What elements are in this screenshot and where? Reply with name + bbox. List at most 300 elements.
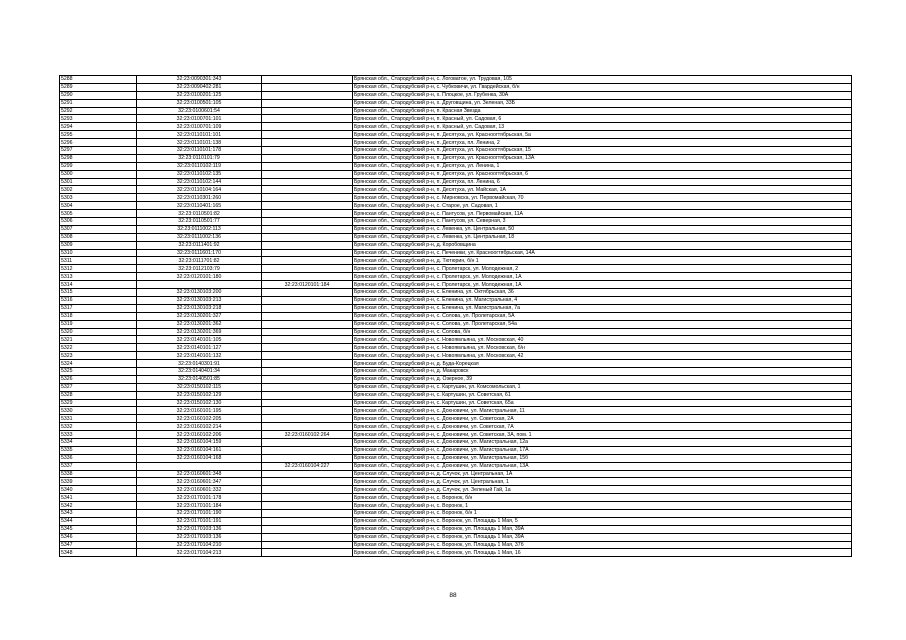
cadastral-number-cell: 32:23:0160601:347 bbox=[137, 478, 262, 486]
cadastral-number-cell: 32:23:0111002:113 bbox=[137, 225, 262, 233]
address-cell: Брянская обл., Стародубский р-н, д. Коробовщина bbox=[353, 241, 852, 249]
secondary-cadastral-number-cell bbox=[262, 202, 353, 210]
address-cell: Брянская обл., Стародубский р-н, х. Друговщина, ул. Зеленая, 33Б bbox=[353, 99, 852, 107]
table-row bbox=[60, 446, 852, 454]
cadastral-number-cell: 32:23:0160102:205 bbox=[137, 415, 262, 423]
table-row bbox=[60, 154, 852, 162]
secondary-cadastral-number-cell bbox=[262, 383, 353, 391]
row-number-cell: 5318 bbox=[60, 312, 137, 320]
address-cell: Брянская обл., Стародубский р-н, д. Случок, ул. Центральная, 1А bbox=[353, 470, 852, 478]
table-row bbox=[60, 194, 852, 202]
table-row bbox=[60, 210, 852, 218]
row-number-cell: 5313 bbox=[60, 273, 137, 281]
row-number-cell: 5345 bbox=[60, 525, 137, 533]
address-cell: Брянская обл., Стародубский р-н, п. Десятуха, пл. Ленина, 2 bbox=[353, 139, 852, 147]
cadastral-number-cell: 32:23:0170101:178 bbox=[137, 494, 262, 502]
row-number-cell: 5301 bbox=[60, 178, 137, 186]
table-row bbox=[60, 107, 852, 115]
secondary-cadastral-number-cell bbox=[262, 549, 353, 557]
cadastral-number-cell: 32:23:0160601:348 bbox=[137, 470, 262, 478]
row-number-cell: 5305 bbox=[60, 210, 137, 218]
table-row bbox=[60, 415, 852, 423]
secondary-cadastral-number-cell bbox=[262, 123, 353, 131]
secondary-cadastral-number-cell bbox=[262, 233, 353, 241]
table-row bbox=[60, 541, 852, 549]
row-number-cell: 5308 bbox=[60, 233, 137, 241]
secondary-cadastral-number-cell bbox=[262, 289, 353, 297]
cadastral-number-cell bbox=[137, 281, 262, 289]
address-cell: Брянская обл., Стародубский р-н, с. Воронок, ул. Площадь 1 Мая, 39А bbox=[353, 525, 852, 533]
cadastral-number-cell: 32:23:0110102:144 bbox=[137, 178, 262, 186]
address-cell: Брянская обл., Стародубский р-н, п. Красный, ул. Садовая, 13 bbox=[353, 123, 852, 131]
cadastral-number-cell: 32:23:0140501:85 bbox=[137, 375, 262, 383]
address-cell: Брянская обл., Стародубский р-н, с. Новоямльяна, ул. Московская, 40 bbox=[353, 336, 852, 344]
table-row bbox=[60, 249, 852, 257]
table-row bbox=[60, 312, 852, 320]
secondary-cadastral-number-cell bbox=[262, 178, 353, 186]
row-number-cell: 5332 bbox=[60, 423, 137, 431]
cadastral-number-cell: 32:23:0110401:165 bbox=[137, 202, 262, 210]
cadastral-number-cell: 32:23:0110301:260 bbox=[137, 194, 262, 202]
table-row bbox=[60, 509, 852, 517]
secondary-cadastral-number-cell bbox=[262, 139, 353, 147]
address-cell: Брянская обл., Стародубский р-н, с. Левенка, ул. Центральная, 18 bbox=[353, 233, 852, 241]
secondary-cadastral-number-cell bbox=[262, 76, 353, 84]
secondary-cadastral-number-cell bbox=[262, 502, 353, 510]
address-cell: Брянская обл., Стародубский р-н, д. Озерное, 39 bbox=[353, 375, 852, 383]
row-number-cell: 5295 bbox=[60, 131, 137, 139]
table-row bbox=[60, 139, 852, 147]
cadastral-number-cell: 32:23:0150102:130 bbox=[137, 399, 262, 407]
cadastral-number-cell: 32:23:0100501:105 bbox=[137, 99, 262, 107]
cadastral-number-cell: 32:23:0111701:82 bbox=[137, 257, 262, 265]
table-row bbox=[60, 352, 852, 360]
cadastral-number-cell: 32:23:0120101:180 bbox=[137, 273, 262, 281]
secondary-cadastral-number-cell bbox=[262, 257, 353, 265]
row-number-cell: 5329 bbox=[60, 399, 137, 407]
secondary-cadastral-number-cell bbox=[262, 131, 353, 139]
row-number-cell: 5311 bbox=[60, 257, 137, 265]
cadastral-number-cell: 32:23:0110102:119 bbox=[137, 162, 262, 170]
row-number-cell: 5338 bbox=[60, 470, 137, 478]
row-number-cell: 5314 bbox=[60, 281, 137, 289]
table-row bbox=[60, 367, 852, 375]
cadastral-number-cell: 32:23:0160104:159 bbox=[137, 438, 262, 446]
table-row bbox=[60, 407, 852, 415]
row-number-cell: 5315 bbox=[60, 289, 137, 297]
secondary-cadastral-number-cell bbox=[262, 344, 353, 352]
row-number-cell: 5324 bbox=[60, 360, 137, 368]
cadastral-number-cell: 32:23:0170103:136 bbox=[137, 525, 262, 533]
table-row bbox=[60, 265, 852, 273]
address-cell: Брянская обл., Стародубский р-н, с. Чубковичи, ул. Гвардейская, б/н bbox=[353, 83, 852, 91]
secondary-cadastral-number-cell bbox=[262, 509, 353, 517]
table-row bbox=[60, 131, 852, 139]
address-cell: Брянская обл., Стародубский р-н, с. Еленина, ул. Магистральная, 4 bbox=[353, 296, 852, 304]
table-row bbox=[60, 225, 852, 233]
secondary-cadastral-number-cell bbox=[262, 360, 353, 368]
cadastral-number-cell: 32:23:0100601:54 bbox=[137, 107, 262, 115]
address-cell: Брянская обл., Стародубский р-н, с. Воронок, 1 bbox=[353, 502, 852, 510]
cadastral-number-cell: 32:23:0150102:129 bbox=[137, 391, 262, 399]
row-number-cell: 5307 bbox=[60, 225, 137, 233]
secondary-cadastral-number-cell bbox=[262, 296, 353, 304]
table-row bbox=[60, 391, 852, 399]
address-cell: Брянская обл., Стародубский р-н, с. Солова, ул. Пролетарская, 54а bbox=[353, 320, 852, 328]
row-number-cell: 5306 bbox=[60, 218, 137, 226]
secondary-cadastral-number-cell bbox=[262, 336, 353, 344]
table-row bbox=[60, 383, 852, 391]
cadastral-number-cell: 32:23:0140301:91 bbox=[137, 360, 262, 368]
table-row bbox=[60, 281, 852, 289]
address-cell: Брянская обл., Стародубский р-н, д. Макаровск bbox=[353, 367, 852, 375]
row-number-cell: 5290 bbox=[60, 91, 137, 99]
secondary-cadastral-number-cell bbox=[262, 367, 353, 375]
table-row bbox=[60, 320, 852, 328]
secondary-cadastral-number-cell bbox=[262, 147, 353, 155]
address-cell: Брянская обл., Стародубский р-н, с. Воронок, ул. Площадь 1 Мая, 37б bbox=[353, 541, 852, 549]
row-number-cell: 5303 bbox=[60, 194, 137, 202]
row-number-cell: 5288 bbox=[60, 76, 137, 84]
cadastral-number-cell: 32:23:0170101:190 bbox=[137, 509, 262, 517]
row-number-cell: 5333 bbox=[60, 431, 137, 439]
table-row bbox=[60, 162, 852, 170]
cadastral-number-cell: 32:23:0130103:213 bbox=[137, 296, 262, 304]
secondary-cadastral-number-cell bbox=[262, 249, 353, 257]
row-number-cell: 5325 bbox=[60, 367, 137, 375]
secondary-cadastral-number-cell bbox=[262, 170, 353, 178]
secondary-cadastral-number-cell bbox=[262, 525, 353, 533]
address-cell: Брянская обл., Стародубский р-н, с. Картушин, ул. Советская, 65а bbox=[353, 399, 852, 407]
cadastral-number-cell: 32:23:0110101:101 bbox=[137, 131, 262, 139]
cadastral-number-cell: 32:23:0110101:178 bbox=[137, 147, 262, 155]
secondary-cadastral-number-cell bbox=[262, 162, 353, 170]
cadastral-number-cell: 32:23:0150102:115 bbox=[137, 383, 262, 391]
row-number-cell: 5291 bbox=[60, 99, 137, 107]
row-number-cell: 5348 bbox=[60, 549, 137, 557]
cadastral-number-cell: 32:23:0111002:136 bbox=[137, 233, 262, 241]
table-row bbox=[60, 360, 852, 368]
secondary-cadastral-number-cell bbox=[262, 265, 353, 273]
address-cell: Брянская обл., Стародубский р-н, с. Воронок, ул. Площадь 1 Мая, 5 bbox=[353, 517, 852, 525]
table-row bbox=[60, 83, 852, 91]
table-row bbox=[60, 470, 852, 478]
address-cell: Брянская обл., Стародубский р-н, п. Десятуха, ул. Майская, 1А bbox=[353, 186, 852, 194]
cadastral-number-cell: 32:23:0170101:184 bbox=[137, 502, 262, 510]
cadastral-number-cell: 32:23:0090402:281 bbox=[137, 83, 262, 91]
table-row bbox=[60, 99, 852, 107]
table-row bbox=[60, 218, 852, 226]
row-number-cell: 5316 bbox=[60, 296, 137, 304]
table-row bbox=[60, 454, 852, 462]
row-number-cell: 5302 bbox=[60, 186, 137, 194]
address-cell: Брянская обл., Стародубский р-н, п. Красная Звезда bbox=[353, 107, 852, 115]
table-row bbox=[60, 494, 852, 502]
secondary-cadastral-number-cell bbox=[262, 312, 353, 320]
table-row bbox=[60, 431, 852, 439]
property-registry-table bbox=[59, 75, 852, 557]
secondary-cadastral-number-cell bbox=[262, 328, 353, 336]
row-number-cell: 5340 bbox=[60, 486, 137, 494]
secondary-cadastral-number-cell bbox=[262, 391, 353, 399]
row-number-cell: 5347 bbox=[60, 541, 137, 549]
address-cell: Брянская обл., Стародубский р-н, с. Дохновичи, ул. Советская, 3А, пом. 1 bbox=[353, 431, 852, 439]
row-number-cell: 5339 bbox=[60, 478, 137, 486]
row-number-cell: 5343 bbox=[60, 509, 137, 517]
secondary-cadastral-number-cell bbox=[262, 478, 353, 486]
cadastral-number-cell: 32:23:0130103:218 bbox=[137, 304, 262, 312]
address-cell: Брянская обл., Стародубский р-н, с. Печеники, ул. Красноогтябрьская, 14А bbox=[353, 249, 852, 257]
row-number-cell: 5293 bbox=[60, 115, 137, 123]
secondary-cadastral-number-cell bbox=[262, 91, 353, 99]
secondary-cadastral-number-cell bbox=[262, 533, 353, 541]
cadastral-number-cell: 32:23:0140101:127 bbox=[137, 344, 262, 352]
secondary-cadastral-number-cell: 32:23:0160104:227 bbox=[262, 462, 353, 470]
address-cell: Брянская обл., Стародубский р-н, с. Новоямльяна, ул. Московская, б/н bbox=[353, 344, 852, 352]
secondary-cadastral-number-cell bbox=[262, 399, 353, 407]
cadastral-number-cell: 32:23:0110501:82 bbox=[137, 210, 262, 218]
table-row bbox=[60, 486, 852, 494]
table-row bbox=[60, 533, 852, 541]
secondary-cadastral-number-cell bbox=[262, 407, 353, 415]
cadastral-number-cell: 32:23:0110104:164 bbox=[137, 186, 262, 194]
page-number: 88 bbox=[449, 592, 457, 599]
row-number-cell: 5312 bbox=[60, 265, 137, 273]
secondary-cadastral-number-cell bbox=[262, 115, 353, 123]
secondary-cadastral-number-cell bbox=[262, 241, 353, 249]
table-row bbox=[60, 186, 852, 194]
cadastral-number-cell: 32:23:0130103:200 bbox=[137, 289, 262, 297]
address-cell: Брянская обл., Стародубский р-н, с. Воронок, б/н 1 bbox=[353, 509, 852, 517]
address-cell: Брянская обл., Стародубский р-н, с. Дохновичи, ул. Советская, 7А bbox=[353, 423, 852, 431]
table-row bbox=[60, 549, 852, 557]
cadastral-number-cell: 32:23:0160104:168 bbox=[137, 454, 262, 462]
address-cell: Брянская обл., Стародубский р-н, с. Дохновичи, ул. Магистральная, 13А bbox=[353, 462, 852, 470]
row-number-cell: 5341 bbox=[60, 494, 137, 502]
table-row bbox=[60, 478, 852, 486]
row-number-cell: 5335 bbox=[60, 446, 137, 454]
secondary-cadastral-number-cell bbox=[262, 225, 353, 233]
secondary-cadastral-number-cell bbox=[262, 210, 353, 218]
table-row bbox=[60, 178, 852, 186]
address-cell: Брянская обл., Стародубский р-н, с. Дохновичи, ул. Магистральная, 12а bbox=[353, 438, 852, 446]
row-number-cell: 5337 bbox=[60, 462, 137, 470]
cadastral-number-cell: 32:23:0160601:332 bbox=[137, 486, 262, 494]
row-number-cell: 5320 bbox=[60, 328, 137, 336]
address-cell: Брянская обл., Стародубский р-н, д. Тютюрин, б/н 1 bbox=[353, 257, 852, 265]
cadastral-number-cell: 32:23:0130201:362 bbox=[137, 320, 262, 328]
secondary-cadastral-number-cell bbox=[262, 194, 353, 202]
row-number-cell: 5334 bbox=[60, 438, 137, 446]
secondary-cadastral-number-cell bbox=[262, 352, 353, 360]
table-row bbox=[60, 344, 852, 352]
address-cell: Брянская обл., Стародубский р-н, с. Пролетарск, ул. Молодежная, 1А bbox=[353, 281, 852, 289]
cadastral-number-cell: 32:23:0170104:210 bbox=[137, 541, 262, 549]
cadastral-number-cell: 32:23:0170104:213 bbox=[137, 549, 262, 557]
cadastral-number-cell: 32:23:0111601:170 bbox=[137, 249, 262, 257]
table-row bbox=[60, 273, 852, 281]
secondary-cadastral-number-cell bbox=[262, 494, 353, 502]
row-number-cell: 5294 bbox=[60, 123, 137, 131]
secondary-cadastral-number-cell bbox=[262, 99, 353, 107]
row-number-cell: 5317 bbox=[60, 304, 137, 312]
cadastral-number-cell: 32:23:0170103:136 bbox=[137, 533, 262, 541]
cadastral-number-cell: 32:23:0100201:125 bbox=[137, 91, 262, 99]
table-row bbox=[60, 438, 852, 446]
address-cell: Брянская обл., Стародубский р-н, с. Левенка, ул. Центральная, 50 bbox=[353, 225, 852, 233]
address-cell: Брянская обл., Стародубский р-н, с. Пролетарск, ул. Молодежная, 1А bbox=[353, 273, 852, 281]
address-cell: Брянская обл., Стародубский р-н, п. Десятуха, ул. Красноогтябрьская, 6 bbox=[353, 170, 852, 178]
row-number-cell: 5326 bbox=[60, 375, 137, 383]
address-cell: Брянская обл., Стародубский р-н, с. Воронок, ул. Площадь 1 Мая, 39А bbox=[353, 533, 852, 541]
cadastral-number-cell: 32:23:0170101:191 bbox=[137, 517, 262, 525]
address-cell: Брянская обл., Стародубский р-н, с. Старое, ул. Садовая, 1 bbox=[353, 202, 852, 210]
secondary-cadastral-number-cell: 32:23:0160102:264 bbox=[262, 431, 353, 439]
secondary-cadastral-number-cell bbox=[262, 107, 353, 115]
address-cell: Брянская обл., Стародубский р-н, с. Логоватое, ул. Трудовая, 105 bbox=[353, 76, 852, 84]
secondary-cadastral-number-cell bbox=[262, 154, 353, 162]
address-cell: Брянская обл., Стародубский р-н, с. Дохновичи, ул. Советская, 2А bbox=[353, 415, 852, 423]
row-number-cell: 5297 bbox=[60, 147, 137, 155]
address-cell: Брянская обл., Стародубский р-н, п. Десятуха, ул. Красноогтябрьская, 15 bbox=[353, 147, 852, 155]
row-number-cell: 5321 bbox=[60, 336, 137, 344]
table-row bbox=[60, 296, 852, 304]
table-row bbox=[60, 375, 852, 383]
table-row bbox=[60, 336, 852, 344]
row-number-cell: 5328 bbox=[60, 391, 137, 399]
address-cell: Брянская обл., Стародубский р-н, с. Воронок, ул. Площадь 1 Мая, 16 bbox=[353, 549, 852, 557]
table-row bbox=[60, 257, 852, 265]
secondary-cadastral-number-cell bbox=[262, 320, 353, 328]
row-number-cell: 5309 bbox=[60, 241, 137, 249]
row-number-cell: 5298 bbox=[60, 154, 137, 162]
cadastral-number-cell: 32:23:0140401:34 bbox=[137, 367, 262, 375]
address-cell: Брянская обл., Стародубский р-н, с. Новоямльяна, ул. Московская, 42 bbox=[353, 352, 852, 360]
cadastral-number-cell: 32:23:0111401:92 bbox=[137, 241, 262, 249]
table-row bbox=[60, 91, 852, 99]
row-number-cell: 5330 bbox=[60, 407, 137, 415]
row-number-cell: 5289 bbox=[60, 83, 137, 91]
cadastral-number-cell: 32:23:0160104:161 bbox=[137, 446, 262, 454]
row-number-cell: 5299 bbox=[60, 162, 137, 170]
table-row bbox=[60, 328, 852, 336]
secondary-cadastral-number-cell bbox=[262, 423, 353, 431]
secondary-cadastral-number-cell bbox=[262, 186, 353, 194]
address-cell: Брянская обл., Стародубский р-н, п. Красный, ул. Садовая, 6 bbox=[353, 115, 852, 123]
cadastral-number-cell: 32:23:0110101:138 bbox=[137, 139, 262, 147]
address-cell: Брянская обл., Стародубский р-н, п. Десятуха, пл. Ленина, 6 bbox=[353, 178, 852, 186]
table-row bbox=[60, 202, 852, 210]
address-cell: Брянская обл., Стародубский р-н, с. Воронок, б/н bbox=[353, 494, 852, 502]
row-number-cell: 5342 bbox=[60, 502, 137, 510]
cadastral-number-cell: 32:23:0130201:327 bbox=[137, 312, 262, 320]
cadastral-number-cell: 32:23:0140101:132 bbox=[137, 352, 262, 360]
secondary-cadastral-number-cell: 32:23:0120101:184 bbox=[262, 281, 353, 289]
row-number-cell: 5319 bbox=[60, 320, 137, 328]
row-number-cell: 5296 bbox=[60, 139, 137, 147]
registry-table-body bbox=[60, 76, 852, 557]
row-number-cell: 5310 bbox=[60, 249, 137, 257]
secondary-cadastral-number-cell bbox=[262, 486, 353, 494]
address-cell: Брянская обл., Стародубский р-н, д. Случок, ул. Зеленый Гай, 1а bbox=[353, 486, 852, 494]
table-row bbox=[60, 170, 852, 178]
table-row bbox=[60, 423, 852, 431]
secondary-cadastral-number-cell bbox=[262, 470, 353, 478]
row-number-cell: 5336 bbox=[60, 454, 137, 462]
address-cell: Брянская обл., Стародубский р-н, с. Картушин, ул. Советская, 61 bbox=[353, 391, 852, 399]
row-number-cell: 5300 bbox=[60, 170, 137, 178]
address-cell: Брянская обл., Стародубский р-н, с. Картушин, ул. Комсомольская, 1 bbox=[353, 383, 852, 391]
cadastral-number-cell: 32:23:0090301:343 bbox=[137, 76, 262, 84]
address-cell: Брянская обл., Стародубский р-н, п. Десятуха, ул. Ленина, 1 bbox=[353, 162, 852, 170]
table-row bbox=[60, 123, 852, 131]
secondary-cadastral-number-cell bbox=[262, 517, 353, 525]
address-cell: Брянская обл., Стародубский р-н, с. Пантусов, ул. Северная, 3 bbox=[353, 218, 852, 226]
table-row bbox=[60, 399, 852, 407]
table-row bbox=[60, 241, 852, 249]
secondary-cadastral-number-cell bbox=[262, 446, 353, 454]
cadastral-number-cell: 32:23:0110102:135 bbox=[137, 170, 262, 178]
address-cell: Брянская обл., Стародубский р-н, с. Еленина, ул. Магистральная, 7а bbox=[353, 304, 852, 312]
row-number-cell: 5346 bbox=[60, 533, 137, 541]
cadastral-number-cell: 32:23:0100701:101 bbox=[137, 115, 262, 123]
secondary-cadastral-number-cell bbox=[262, 304, 353, 312]
address-cell: Брянская обл., Стародубский р-н, п. Десятуха, ул. Красноогтябрьская, 13А bbox=[353, 154, 852, 162]
row-number-cell: 5292 bbox=[60, 107, 137, 115]
address-cell: Брянская обл., Стародубский р-н, с. Пролетарск, ул. Молодежная, 2 bbox=[353, 265, 852, 273]
secondary-cadastral-number-cell bbox=[262, 438, 353, 446]
address-cell: Брянская обл., Стародубский р-н, х. Плоцкое, ул. Грубенка, 30А bbox=[353, 91, 852, 99]
cadastral-number-cell: 32:23:0160102:206 bbox=[137, 431, 262, 439]
address-cell: Брянская обл., Стародубский р-н, п. Десятуха, ул. Красноогтябрьская, 5а bbox=[353, 131, 852, 139]
address-cell: Брянская обл., Стародубский р-н, с. Солова, б/н bbox=[353, 328, 852, 336]
table-row bbox=[60, 76, 852, 84]
address-cell: Брянская обл., Стародубский р-н, с. Дохновичи, ул. Магистральная, 15б bbox=[353, 454, 852, 462]
table-row bbox=[60, 147, 852, 155]
table-row bbox=[60, 462, 852, 470]
address-cell: Брянская обл., Стародубский р-н, с. Мирновска, ул. Первомайская, 70 bbox=[353, 194, 852, 202]
secondary-cadastral-number-cell bbox=[262, 541, 353, 549]
cadastral-number-cell: 32:23:0140101:105 bbox=[137, 336, 262, 344]
address-cell: Брянская обл., Стародубский р-н, с. Пантусов, ул. Первомайская, 11А bbox=[353, 210, 852, 218]
cadastral-number-cell: 32:23:0110101:79 bbox=[137, 154, 262, 162]
address-cell: Брянская обл., Стародубский р-н, д. Буда-Корецкая bbox=[353, 360, 852, 368]
row-number-cell: 5322 bbox=[60, 344, 137, 352]
table-row bbox=[60, 115, 852, 123]
secondary-cadastral-number-cell bbox=[262, 273, 353, 281]
table-row bbox=[60, 525, 852, 533]
secondary-cadastral-number-cell bbox=[262, 218, 353, 226]
cadastral-number-cell: 32:23:0110501:77 bbox=[137, 218, 262, 226]
table-row bbox=[60, 517, 852, 525]
secondary-cadastral-number-cell bbox=[262, 415, 353, 423]
table-row bbox=[60, 233, 852, 241]
table-row bbox=[60, 289, 852, 297]
row-number-cell: 5323 bbox=[60, 352, 137, 360]
row-number-cell: 5304 bbox=[60, 202, 137, 210]
address-cell: Брянская обл., Стародубский р-н, с. Еленина, ул. Октябрьская, 36 bbox=[353, 289, 852, 297]
cadastral-number-cell: 32:23:0130201:369 bbox=[137, 328, 262, 336]
address-cell: Брянская обл., Стародубский р-н, с. Солова, ул. Пролетарская, 5А bbox=[353, 312, 852, 320]
cadastral-number-cell: 32:23:0160102:214 bbox=[137, 423, 262, 431]
table-row bbox=[60, 304, 852, 312]
address-cell: Брянская обл., Стародубский р-н, с. Дохновичи, ул. Магистральная, 17А bbox=[353, 446, 852, 454]
secondary-cadastral-number-cell bbox=[262, 454, 353, 462]
cadastral-number-cell bbox=[137, 462, 262, 470]
row-number-cell: 5327 bbox=[60, 383, 137, 391]
address-cell: Брянская обл., Стародубский р-н, с. Дохновичи, ул. Магистральная, 11 bbox=[353, 407, 852, 415]
secondary-cadastral-number-cell bbox=[262, 375, 353, 383]
